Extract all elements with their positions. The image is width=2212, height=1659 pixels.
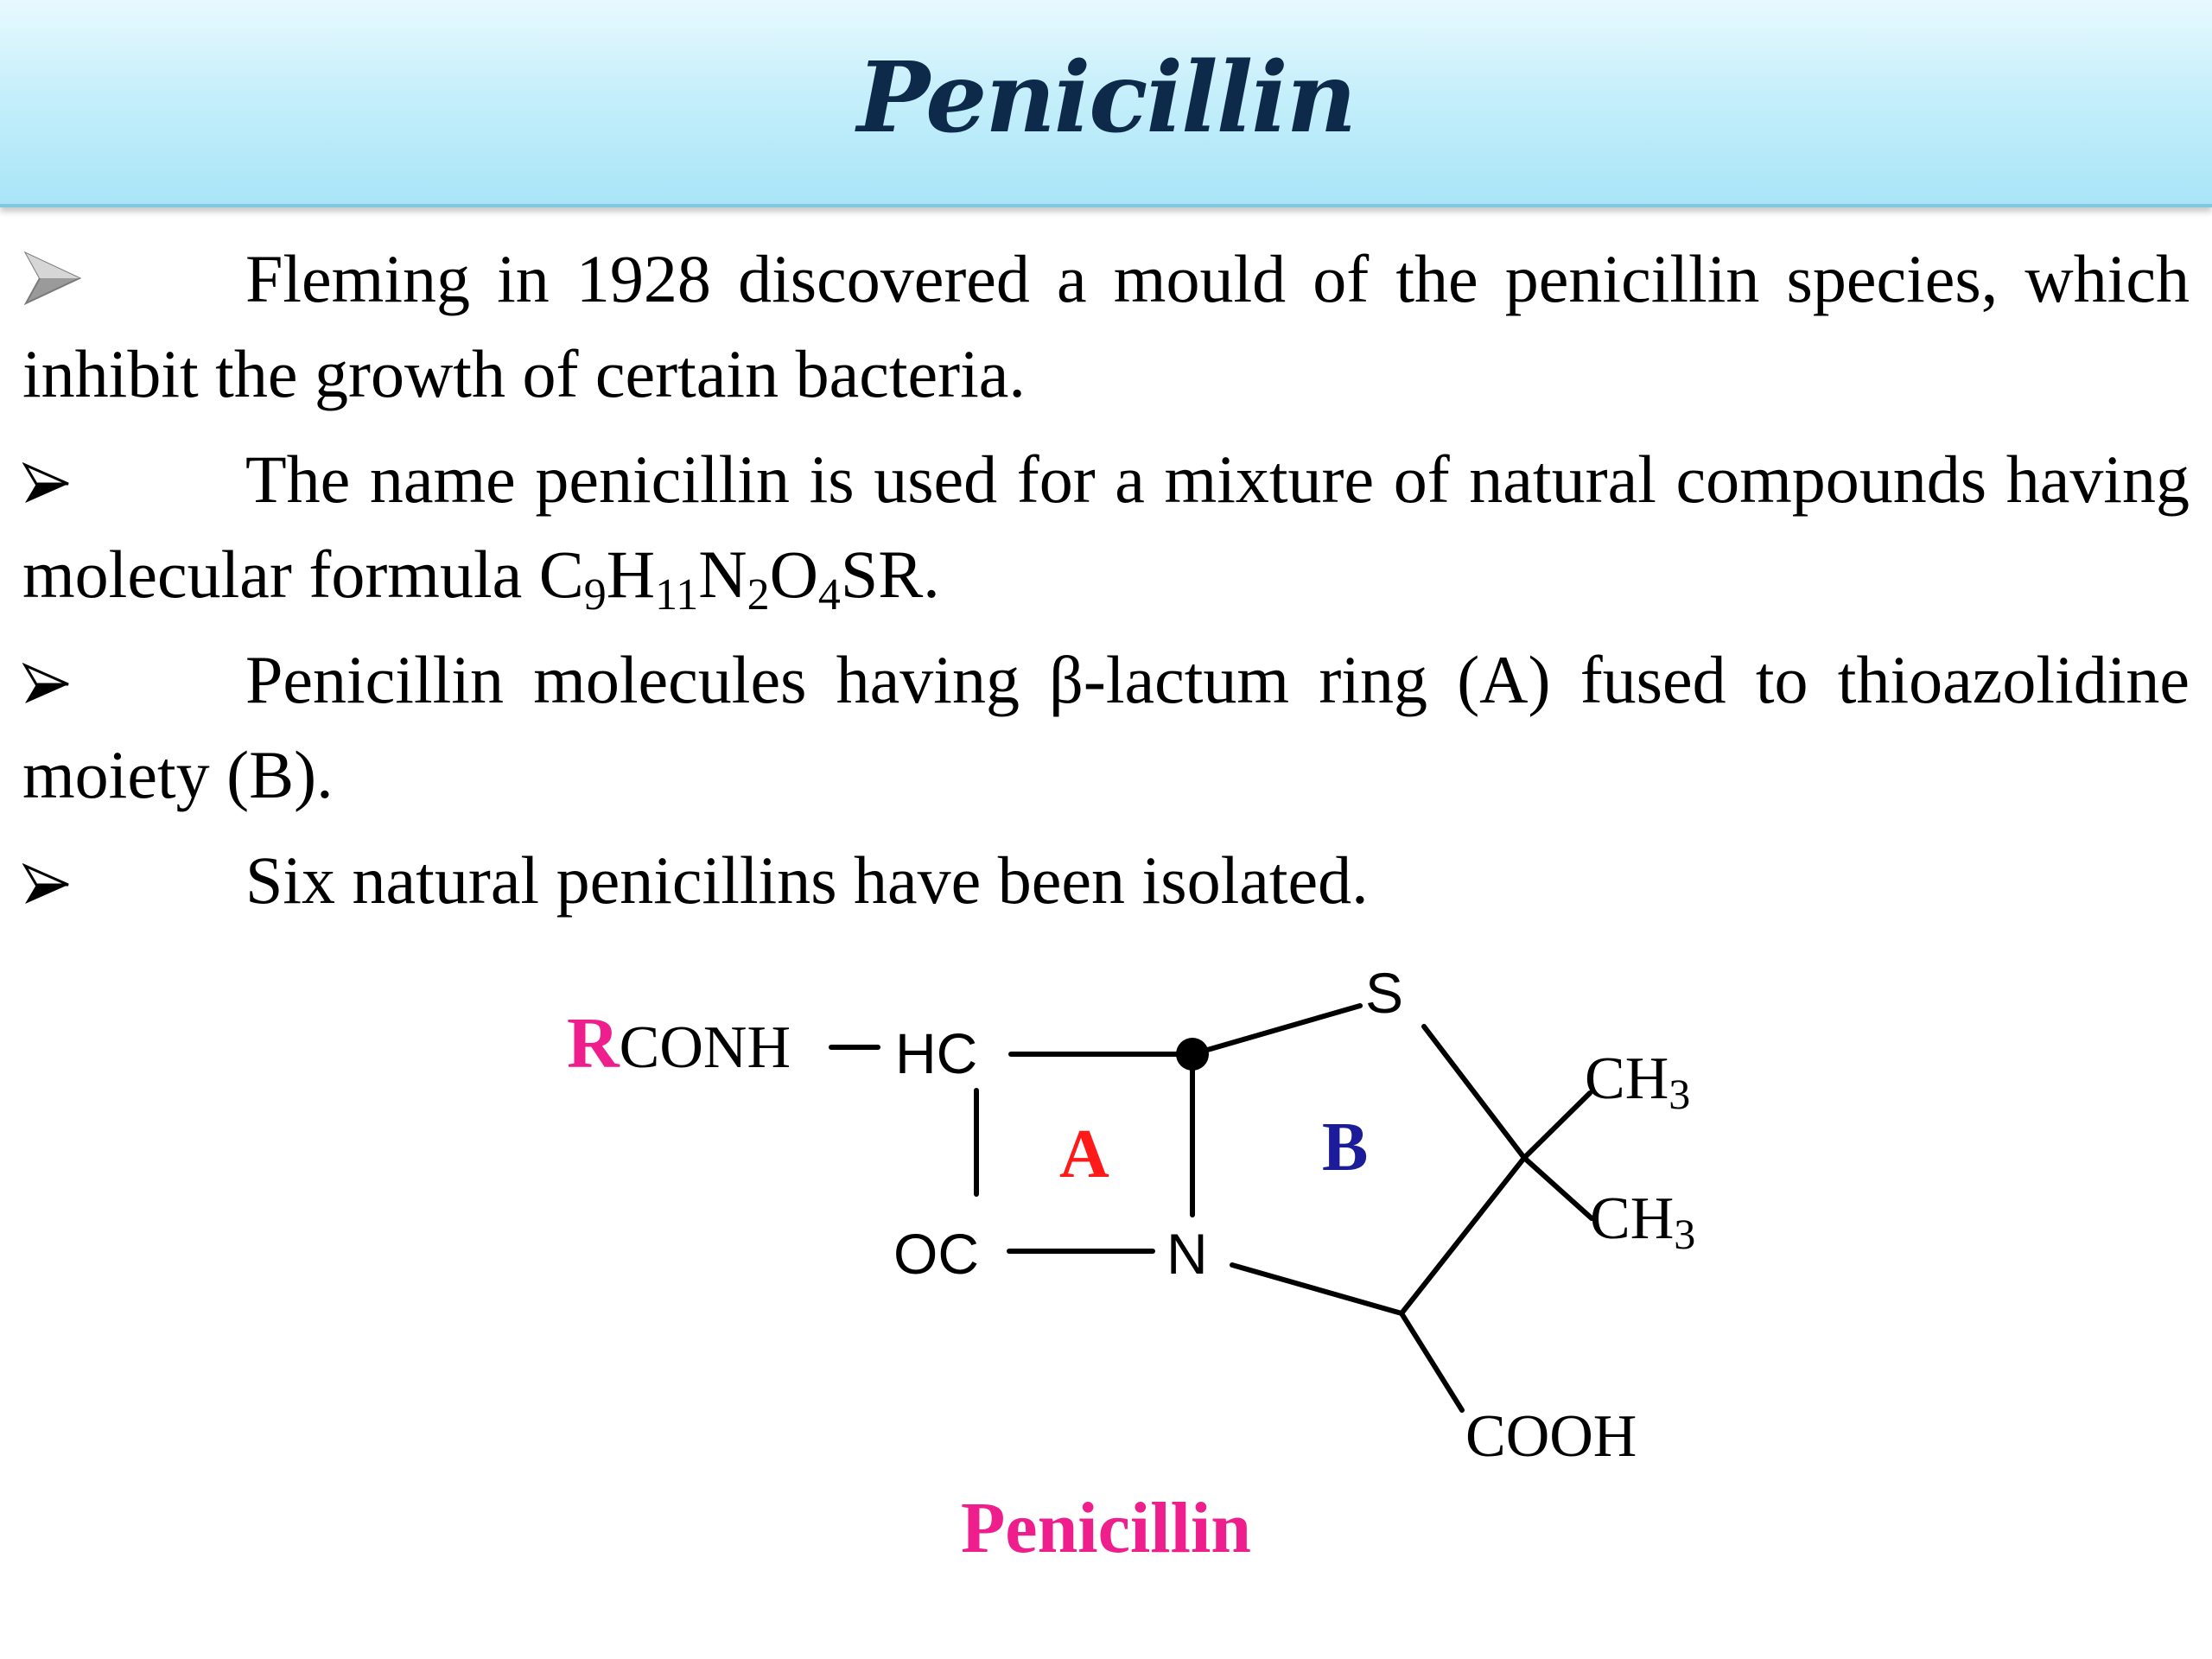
- structure-caption: Penicillin: [961, 1488, 1251, 1568]
- bond-n-ccooh: [1232, 1265, 1402, 1313]
- ch3-bottom-label: $CH_3$: [1590, 1185, 1696, 1258]
- bond-s-cq: [1424, 1027, 1524, 1158]
- cooh-label: COOH: [1465, 1403, 1637, 1470]
- title-bar: [0, 0, 2212, 207]
- bullet-text: Six natural penicillins have been isolated.: [245, 842, 1369, 918]
- bond-cq-ch3-top: [1524, 1093, 1590, 1158]
- bond-bridgehead-s: [1192, 1006, 1360, 1054]
- n-atom-label: N: [1166, 1222, 1208, 1286]
- molecular-formula: $C_9H_{11}N_2O_4SR$.: [538, 537, 940, 620]
- bond-cq-ccooh: [1402, 1158, 1524, 1313]
- rconh-label: RCONH: [567, 1003, 791, 1084]
- ch3-top-label: $CH_3$: [1585, 1046, 1691, 1118]
- s-atom-label: S: [1365, 961, 1404, 1025]
- arrowhead-bullet-icon: [22, 432, 245, 527]
- oc-atom-label: OC: [893, 1222, 979, 1286]
- bullet-text: Penicillin molecules having β-lactum ring (A) fused to thioazolidine moiety (B).: [22, 642, 2190, 812]
- ring-a-label: A: [1059, 1116, 1109, 1192]
- bridgehead-atom-dot: [1176, 1038, 1209, 1071]
- bullet-list: [22, 232, 2190, 938]
- bullet-text: The name penicillin is used for a mixture of natural compounds having molecular formula: [22, 442, 2190, 612]
- bullet-item-3: [22, 632, 2190, 823]
- bullet-item-2: [22, 432, 2190, 622]
- bond-ccooh-cooh: [1402, 1313, 1462, 1410]
- arrowhead-bullet-icon: [22, 632, 245, 728]
- bullet-item-1: [22, 232, 2190, 422]
- arrowhead-bullet-icon: [22, 232, 245, 327]
- bullet-item-4: [22, 833, 2190, 928]
- arrowhead-bullet-icon: [22, 833, 245, 928]
- hc-atom-label: HC: [895, 1021, 978, 1085]
- slide-title: Penicillin: [856, 41, 1356, 155]
- bullet-text: Fleming in 1928 discovered a mould of the penicillin species, which inhibit the growth of certain bacteria.: [22, 241, 2190, 411]
- bond-cq-ch3-bottom: [1524, 1158, 1592, 1218]
- ring-b-label: B: [1322, 1109, 1369, 1185]
